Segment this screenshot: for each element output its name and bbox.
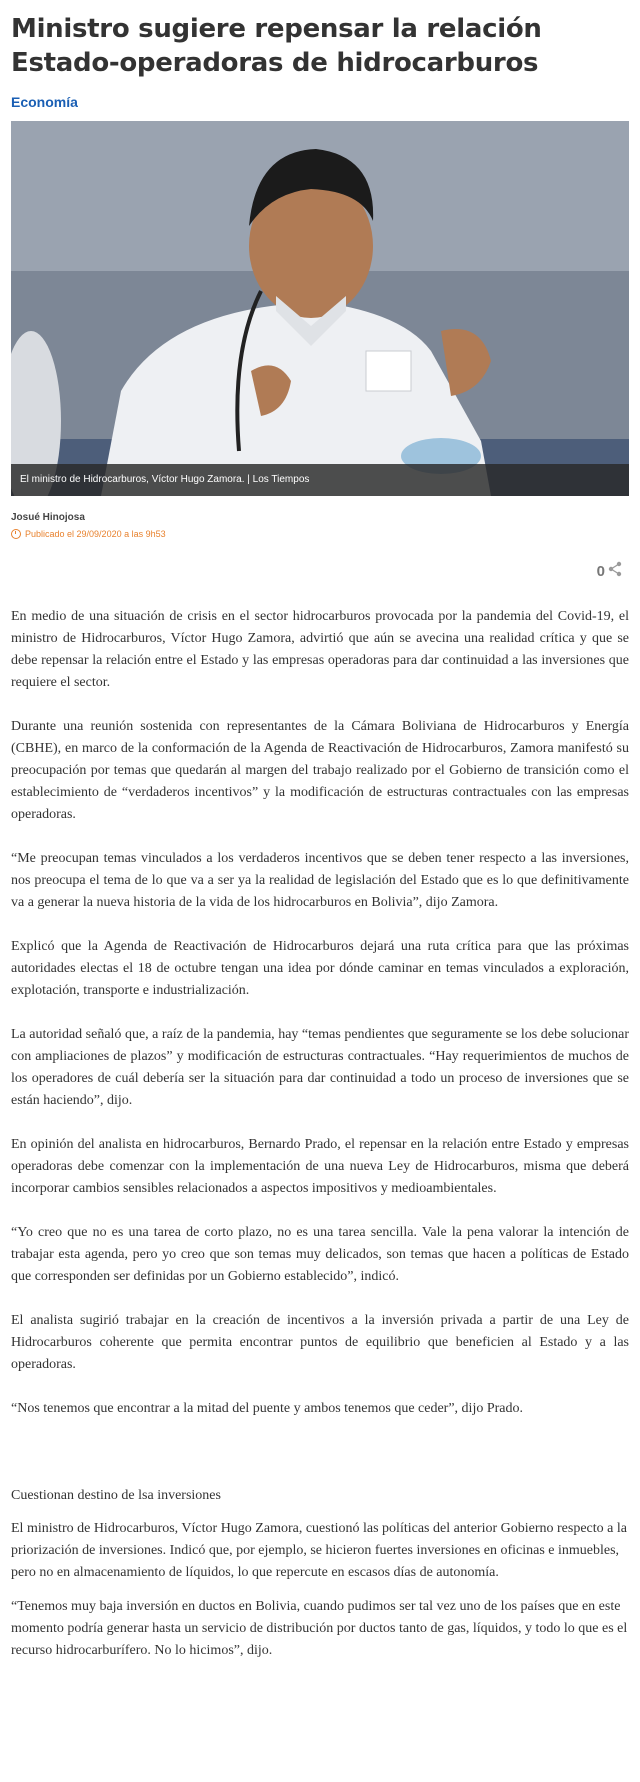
paragraph: Explicó que la Agenda de Reactivación de Hidrocarburos dejará una ruta crítica para que las próximas autoridades electas el 18 de octubre tengan una idea por dónde caminar en temas vinculados a exploración, explotación, transporte e industrialización. — [11, 939, 629, 998]
paragraph: Durante una reunión sostenida con representantes de la Cámara Boliviana de Hidrocarburos y Energía (CBHE), en marco de la conformación de la Agenda de Reactivación de Hidrocarburos, Zamora manifestó su preocupación por temas que quedarán al margen del trabajo realizado por el Gobierno de transición como el establecimiento de “verdaderos incentivos” y la modificación de estructuras contractuales con las empresas operadoras. — [11, 719, 629, 822]
paragraph: La autoridad señaló que, a raíz de la pandemia, hay “temas pendientes que seguramente se los debe solucionar con ampliaciones de plazos” y modificación de estructuras contractuales. “Hay requerimientos de muchos de los operadores de cuál debería ser la situación para dar continuidad a todo un proceso de inversiones que se están haciendo”, dijo. — [11, 1027, 629, 1108]
share-count: 0 — [596, 563, 605, 580]
paragraph: El ministro de Hidrocarburos, Víctor Hugo Zamora, cuestionó las políticas del anterior Gobierno respecto a la priorización de inversiones. Indicó que, por ejemplo, se hicieron fuertes inversiones en oficinas e inmuebles, pero no en almacenamiento de líquidos, lo que repercute en escasos días de autonomía. — [11, 1521, 627, 1580]
paragraph: “Me preocupan temas vinculados a los verdaderos incentivos que se deben tener respecto a las inversiones, nos preocupa el tema de lo que va a ser ya la realidad de legislación del Estado que es lo que definitivamente va a generar la nueva historia de la vida de los hidrocarburos en Bolivia”, dijo Zamora. — [11, 851, 629, 910]
paragraph: En opinión del analista en hidrocarburos, Bernardo Prado, el repensar en la relación entre Estado y empresas operadoras debe comenzar con la implementación de una nueva Ley de Hidrocarburos, misma que deberá incorporar cambios sensibles relacionados a aspectos impositivos y medioambientales. — [11, 1137, 629, 1196]
clock-icon — [11, 529, 21, 539]
paragraph: “Yo creo que no es una tarea de corto plazo, no es una tarea sencilla. Vale la pena valorar la intención de trabajar esta agenda, pero yo creo que son temas muy delicados, son temas que hacen a políticas de Estado que corresponden ser definidas por un Gobierno establecido”, indicó. — [11, 1225, 629, 1284]
article-body-2 — [11, 1518, 629, 1662]
section-link[interactable]: Economía — [11, 94, 78, 110]
photo-minister-icon — [11, 121, 629, 496]
author-name: Josué Hinojosa — [11, 512, 85, 523]
paragraph: El analista sugirió trabajar en la creación de incentivos a la inversión privada a partir de una Ley de Hidrocarburos coherente que permita encontrar puntos de equilibrio que beneficien al Estado y a las operadoras. — [11, 1313, 629, 1372]
image-caption: El ministro de Hidrocarburos, Víctor Hugo Zamora. | Los Tiempos — [11, 464, 629, 496]
subheading: Cuestionan destino de lsa inversiones — [11, 1488, 221, 1503]
publish-date-text: Publicado el 29/09/2020 a las 9h53 — [25, 529, 166, 539]
paragraph: En medio de una situación de crisis en el sector hidrocarburos provocada por la pandemia del Covid-19, el ministro de Hidrocarburos, Víctor Hugo Zamora, advirtió que aún se avecina una realidad crítica y que se debe repensar la relación entre el Estado y las empresas operadoras para dar continuidad a las inversiones que requiere el sector. — [11, 609, 629, 690]
article-image[interactable] — [11, 121, 629, 496]
article-body — [11, 606, 629, 1420]
share-bar — [11, 561, 629, 582]
article-title: Ministro sugiere repensar la relación Estado-operadoras de hidrocarburos — [11, 14, 542, 78]
paragraph: “Tenemos muy baja inversión en ductos en Bolivia, cuando pudimos ser tal vez uno de los países que en este momento podría generar hasta un servicio de distribución por ductos tanto de gas, líquidos, y todo lo que es el recurso hidrocarburífero. No lo hicimos”, dijo. — [11, 1599, 628, 1658]
share-icon[interactable] — [607, 561, 623, 582]
publish-date — [11, 529, 629, 539]
paragraph: “Nos tenemos que encontrar a la mitad del puente y ambos tenemos que ceder”, dijo Prado. — [11, 1401, 523, 1416]
